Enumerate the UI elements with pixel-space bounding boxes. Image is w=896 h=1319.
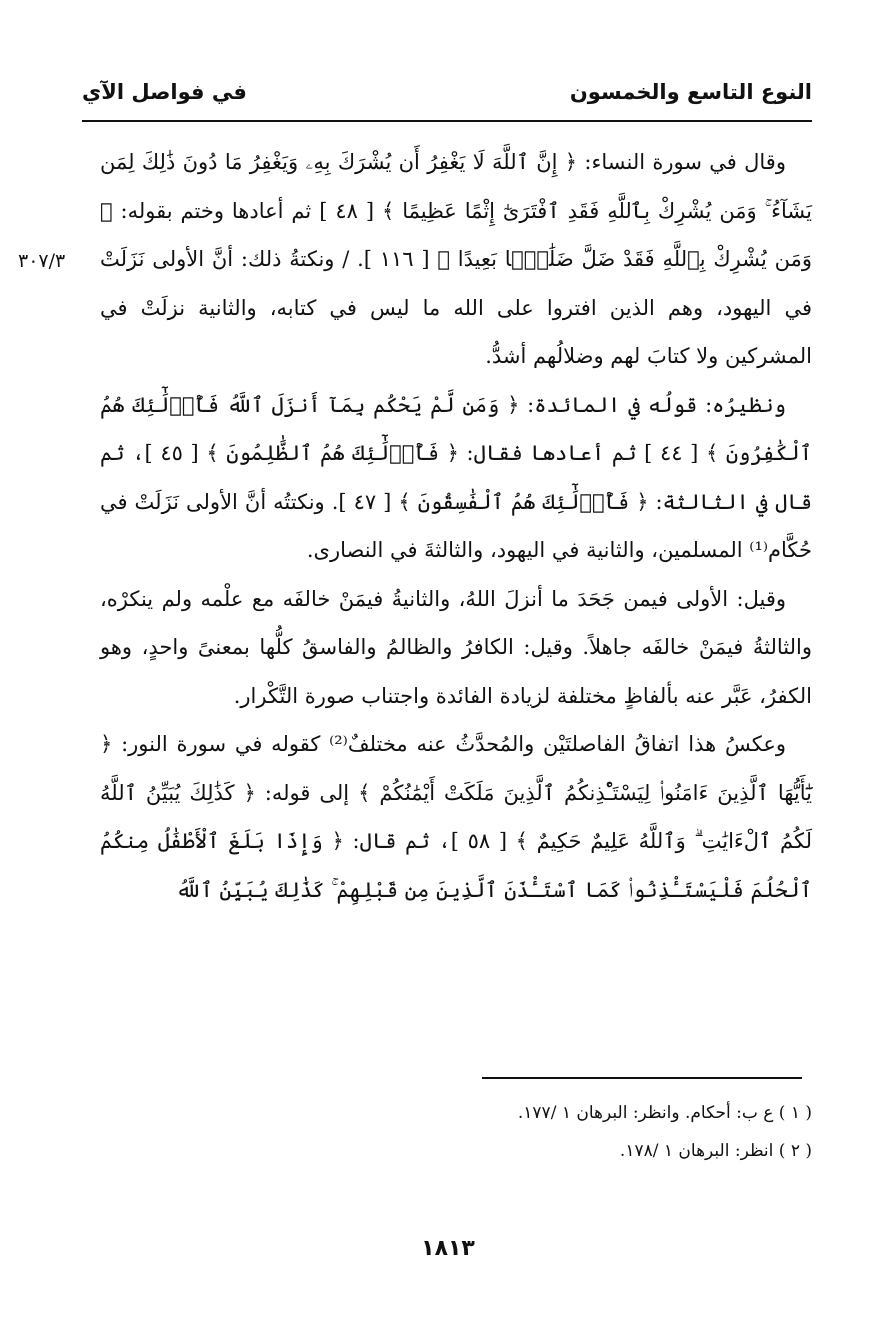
footnote: ( ١ ) ع ب: أحكام. وانظر: البرهان ١ /١٧٧. bbox=[517, 1103, 812, 1123]
paragraph: ونظيرُه: قولُه في المائدة: ﴿ وَمَن لَّمْ يَحْكُم بِمَآ أَنزَلَ ٱللَّهُ فَأُو۟لَٰٓئِكَ هُمُ ٱلْكَٰفِرُونَ ﴾ [ ٤٤ ] ثم أعادها فقال: ﴿ فَأُو۟لَٰٓئِكَ هُمُ ٱلظَّٰلِمُونَ ﴾ [ ٤٥ ]، ثم قال في الثالثة: ﴿ فَأُو۟لَٰٓئِكَ هُمُ ٱلْفَٰسِقُونَ ﴾ [ ٤٧ ]. ونكتتُه أنَّ الأولى نَزَلَتْ في حُكَّام⁽¹⁾ المسلمين، والثانية في اليهود، والثالثةَ في النصارى. bbox=[100, 392, 813, 562]
footnotes bbox=[300, 1094, 812, 1170]
header-divider bbox=[82, 120, 812, 122]
paragraph: وقال في سورة النساء: ﴿ إِنَّ ٱللَّهَ لَا يَغْفِرُ أَن يُشْرَكَ بِهِۦ وَيَغْفِرُ مَا دُونَ ذَٰلِكَ لِمَن يَشَآءُ ۚ وَمَن يُشْرِكْ بِٱللَّهِ فَقَدِ ٱفْتَرَىٰٓ إِثْمًا عَظِيمًا ﴾ [ ٤٨ ] ثم أعادها وختم بقوله: ﴿ وَمَن يُشْرِكْ بِٱللَّهِ فَقَدْ ضَلَّ ضَلَٰلًۢا بَعِيدًا ﴾ [ ١١٦ ]. / ونكتةُ ذلك: أنَّ الأولى نَزَلَتْ في اليهود، وهم الذين افتروا على الله ما ليس في كتابه، والثانية نزلَتْ في المشركين ولا كتابَ لهم وضلالُهم أشدُّ. bbox=[100, 150, 812, 368]
running-header bbox=[82, 72, 812, 112]
page-number: ١٨١٣ bbox=[421, 1236, 475, 1261]
main-text bbox=[100, 138, 812, 914]
footnote-divider bbox=[482, 1077, 802, 1079]
footnote: ( ٢ ) انظر: البرهان ١ /١٧٨. bbox=[619, 1141, 812, 1161]
margin-reference: ٣٠٧/٣ bbox=[18, 250, 66, 272]
section-title: في فواصل الآي bbox=[82, 80, 247, 104]
chapter-title: النوع التاسع والخمسون bbox=[569, 80, 812, 104]
paragraph: وقيل: الأولى فيمن جَحَدَ ما أنزلَ اللهُ، والثانيةُ فيمَنْ خالفَه مع علْمه ولم ينكرْه، والثالثةُ فيمَنْ خالفَه جاهلاً. وقيل: الكافرُ والظالمُ والفاسقُ كلُّها بمعنىً واحدٍ، وهو الكفرُ، عَبَّر عنه بألفاظٍ مختلفة لزيادة الفائدة واجتناب صورة التَّكْرار. bbox=[100, 586, 812, 708]
paragraph: وعكسُ هذا اتفاقُ الفاصلتَيْن والمُحدَّثُ عنه مختلفٌ⁽²⁾ كقوله في سورة النور: ﴿ يَٰٓأَيُّهَا ٱلَّذِينَ ءَامَنُوا۟ لِيَسْتَـْٔذِنكُمُ ٱلَّذِينَ مَلَكَتْ أَيْمَٰنُكُمْ ﴾ إلى قوله: ﴿ كَذَٰلِكَ يُبَيِّنُ ٱللَّهُ لَكُمُ ٱلْءَايَٰتِ ۗ وَٱللَّهُ عَلِيمٌ حَكِيمٌ ﴾ [ ٥٨ ]، ثم قال: ﴿ وَإِذَا بَلَغَ ٱلْأَطْفَٰلُ مِنكُمُ ٱلْحُلُمَ فَلْيَسْتَـْٔذِنُوا۟ كَمَا ٱسْتَـْٔذَنَ ٱلَّذِينَ مِن قَبْلِهِمْ ۚ كَذَٰلِكَ يُبَيِّنُ ٱللَّهُ bbox=[100, 732, 812, 902]
